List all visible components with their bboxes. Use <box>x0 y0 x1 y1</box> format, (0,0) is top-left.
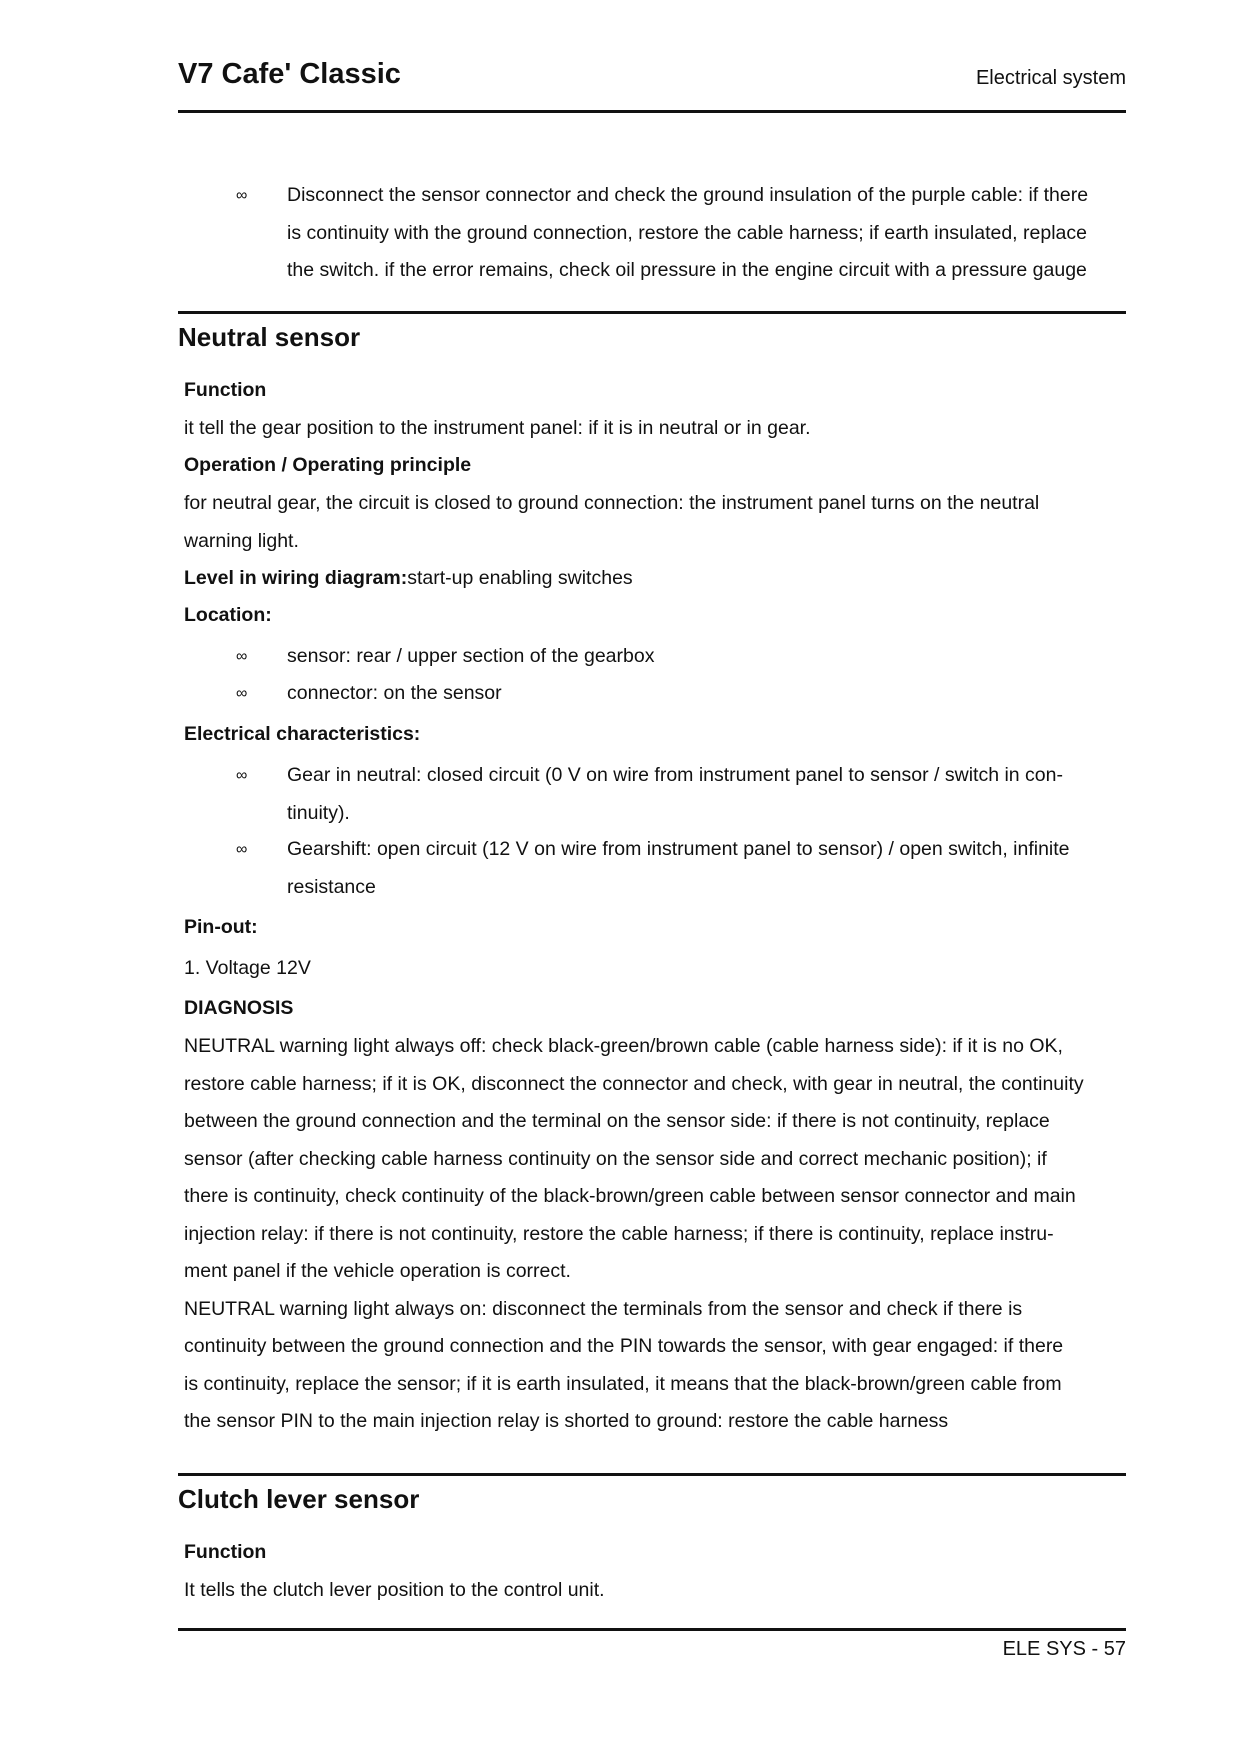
text-line: ment panel if the vehicle operation is correct. <box>184 1260 571 1282</box>
text-line: sensor (after checking cable harness continuity on the sensor side and correct mechanic position); if <box>184 1147 1047 1170</box>
text-line: Gearshift: open circuit (12 V on wire from instrument panel to sensor) / open switch, infinite <box>287 838 1070 860</box>
location-label: Location: <box>184 604 272 626</box>
pinout-label: Pin-out: <box>184 916 258 938</box>
function-text: it tell the gear position to the instrument panel: if it is in neutral or in gear. <box>184 417 811 439</box>
function-text: It tells the clutch lever position to the control unit. <box>184 1579 605 1601</box>
text-line: NEUTRAL warning light always on: disconnect the terminals from the sensor and check if there is <box>184 1297 1023 1320</box>
text-line: for neutral gear, the circuit is closed to ground connection: the instrument panel turns on the neutral <box>184 492 1040 514</box>
text-line: the switch. if the error remains, check oil pressure in the engine circuit with a pressure gauge <box>287 259 1087 281</box>
text-line: between the ground connection and the terminal on the sensor side: if there is not continuity, replace <box>184 1110 1050 1132</box>
location-item-text: connector: on the sensor <box>287 682 502 704</box>
section-rule <box>178 311 1126 314</box>
electrical-item-text <box>287 757 1122 832</box>
bullet-mark: ∞ <box>236 841 248 858</box>
wiring-level <box>184 560 1122 598</box>
function-label: Function <box>184 1541 267 1563</box>
text-line: restore cable harness; if it is OK, disconnect the connector and check, with gear in neutral, the continuity <box>184 1072 1084 1095</box>
bullet-mark: ∞ <box>236 767 248 784</box>
bullet-mark: ∞ <box>236 648 248 665</box>
footer-rule <box>178 1628 1126 1631</box>
text-line: is continuity with the ground connection, restore the cable harness; if earth insulated, replace <box>287 221 1087 244</box>
text-line: Disconnect the sensor connector and check the ground insulation of the purple cable: if there <box>287 184 1089 206</box>
section-name: Electrical system <box>975 67 1126 89</box>
text-line: Gear in neutral: closed circuit (0 V on wire from instrument panel to sensor / switch in con- <box>287 764 1063 786</box>
electrical-label: Electrical characteristics: <box>184 723 421 745</box>
page-header <box>178 58 1126 112</box>
text-line: NEUTRAL warning light always off: check black-green/brown cable (cable harness side): if it is no OK, <box>184 1035 1063 1057</box>
bullet-mark: ∞ <box>236 685 248 702</box>
bullet-mark: ∞ <box>236 187 248 204</box>
diagnosis-text <box>184 1028 1122 1441</box>
section-heading-neutral: Neutral sensor <box>178 322 361 352</box>
text-line: resistance <box>287 875 376 898</box>
diagnosis-label: DIAGNOSIS <box>184 997 294 1019</box>
manual-page <box>178 0 1126 1754</box>
page-number: ELE SYS - 57 <box>1002 1638 1126 1660</box>
pinout-item: 1. Voltage 12V <box>184 957 311 979</box>
wiring-level-value: start-up enabling switches <box>407 567 633 589</box>
text-line: the sensor PIN to the main injection relay is shorted to ground: restore the cable harness <box>184 1410 949 1432</box>
text-line: is continuity, replace the sensor; if it is earth insulated, it means that the black-brown/green cable from <box>184 1372 1062 1395</box>
electrical-item-text <box>287 831 1122 906</box>
document-title: V7 Cafe' Classic <box>178 58 401 90</box>
location-item-text: sensor: rear / upper section of the gearbox <box>287 645 655 667</box>
operation-label: Operation / Operating principle <box>184 454 472 476</box>
intro-bullet <box>178 177 1126 290</box>
text-line: warning light. <box>184 529 299 552</box>
section-rule <box>178 1473 1126 1476</box>
text-line: continuity between the ground connection and the PIN towards the sensor, with gear engaged: if there <box>184 1335 1064 1357</box>
header-rule <box>178 110 1126 113</box>
section-heading-clutch: Clutch lever sensor <box>178 1484 420 1514</box>
text-line: there is continuity, check continuity of the black-brown/green cable between sensor connector and main <box>184 1185 1076 1207</box>
text-line: injection relay: if there is not continuity, restore the cable harness; if there is continuity, replace instru- <box>184 1222 1054 1245</box>
wiring-level-label: Level in wiring diagram: <box>184 567 408 589</box>
text-line: tinuity). <box>287 801 350 824</box>
bullet-text <box>287 177 1122 290</box>
operation-text <box>184 485 1122 560</box>
function-label: Function <box>184 379 267 401</box>
